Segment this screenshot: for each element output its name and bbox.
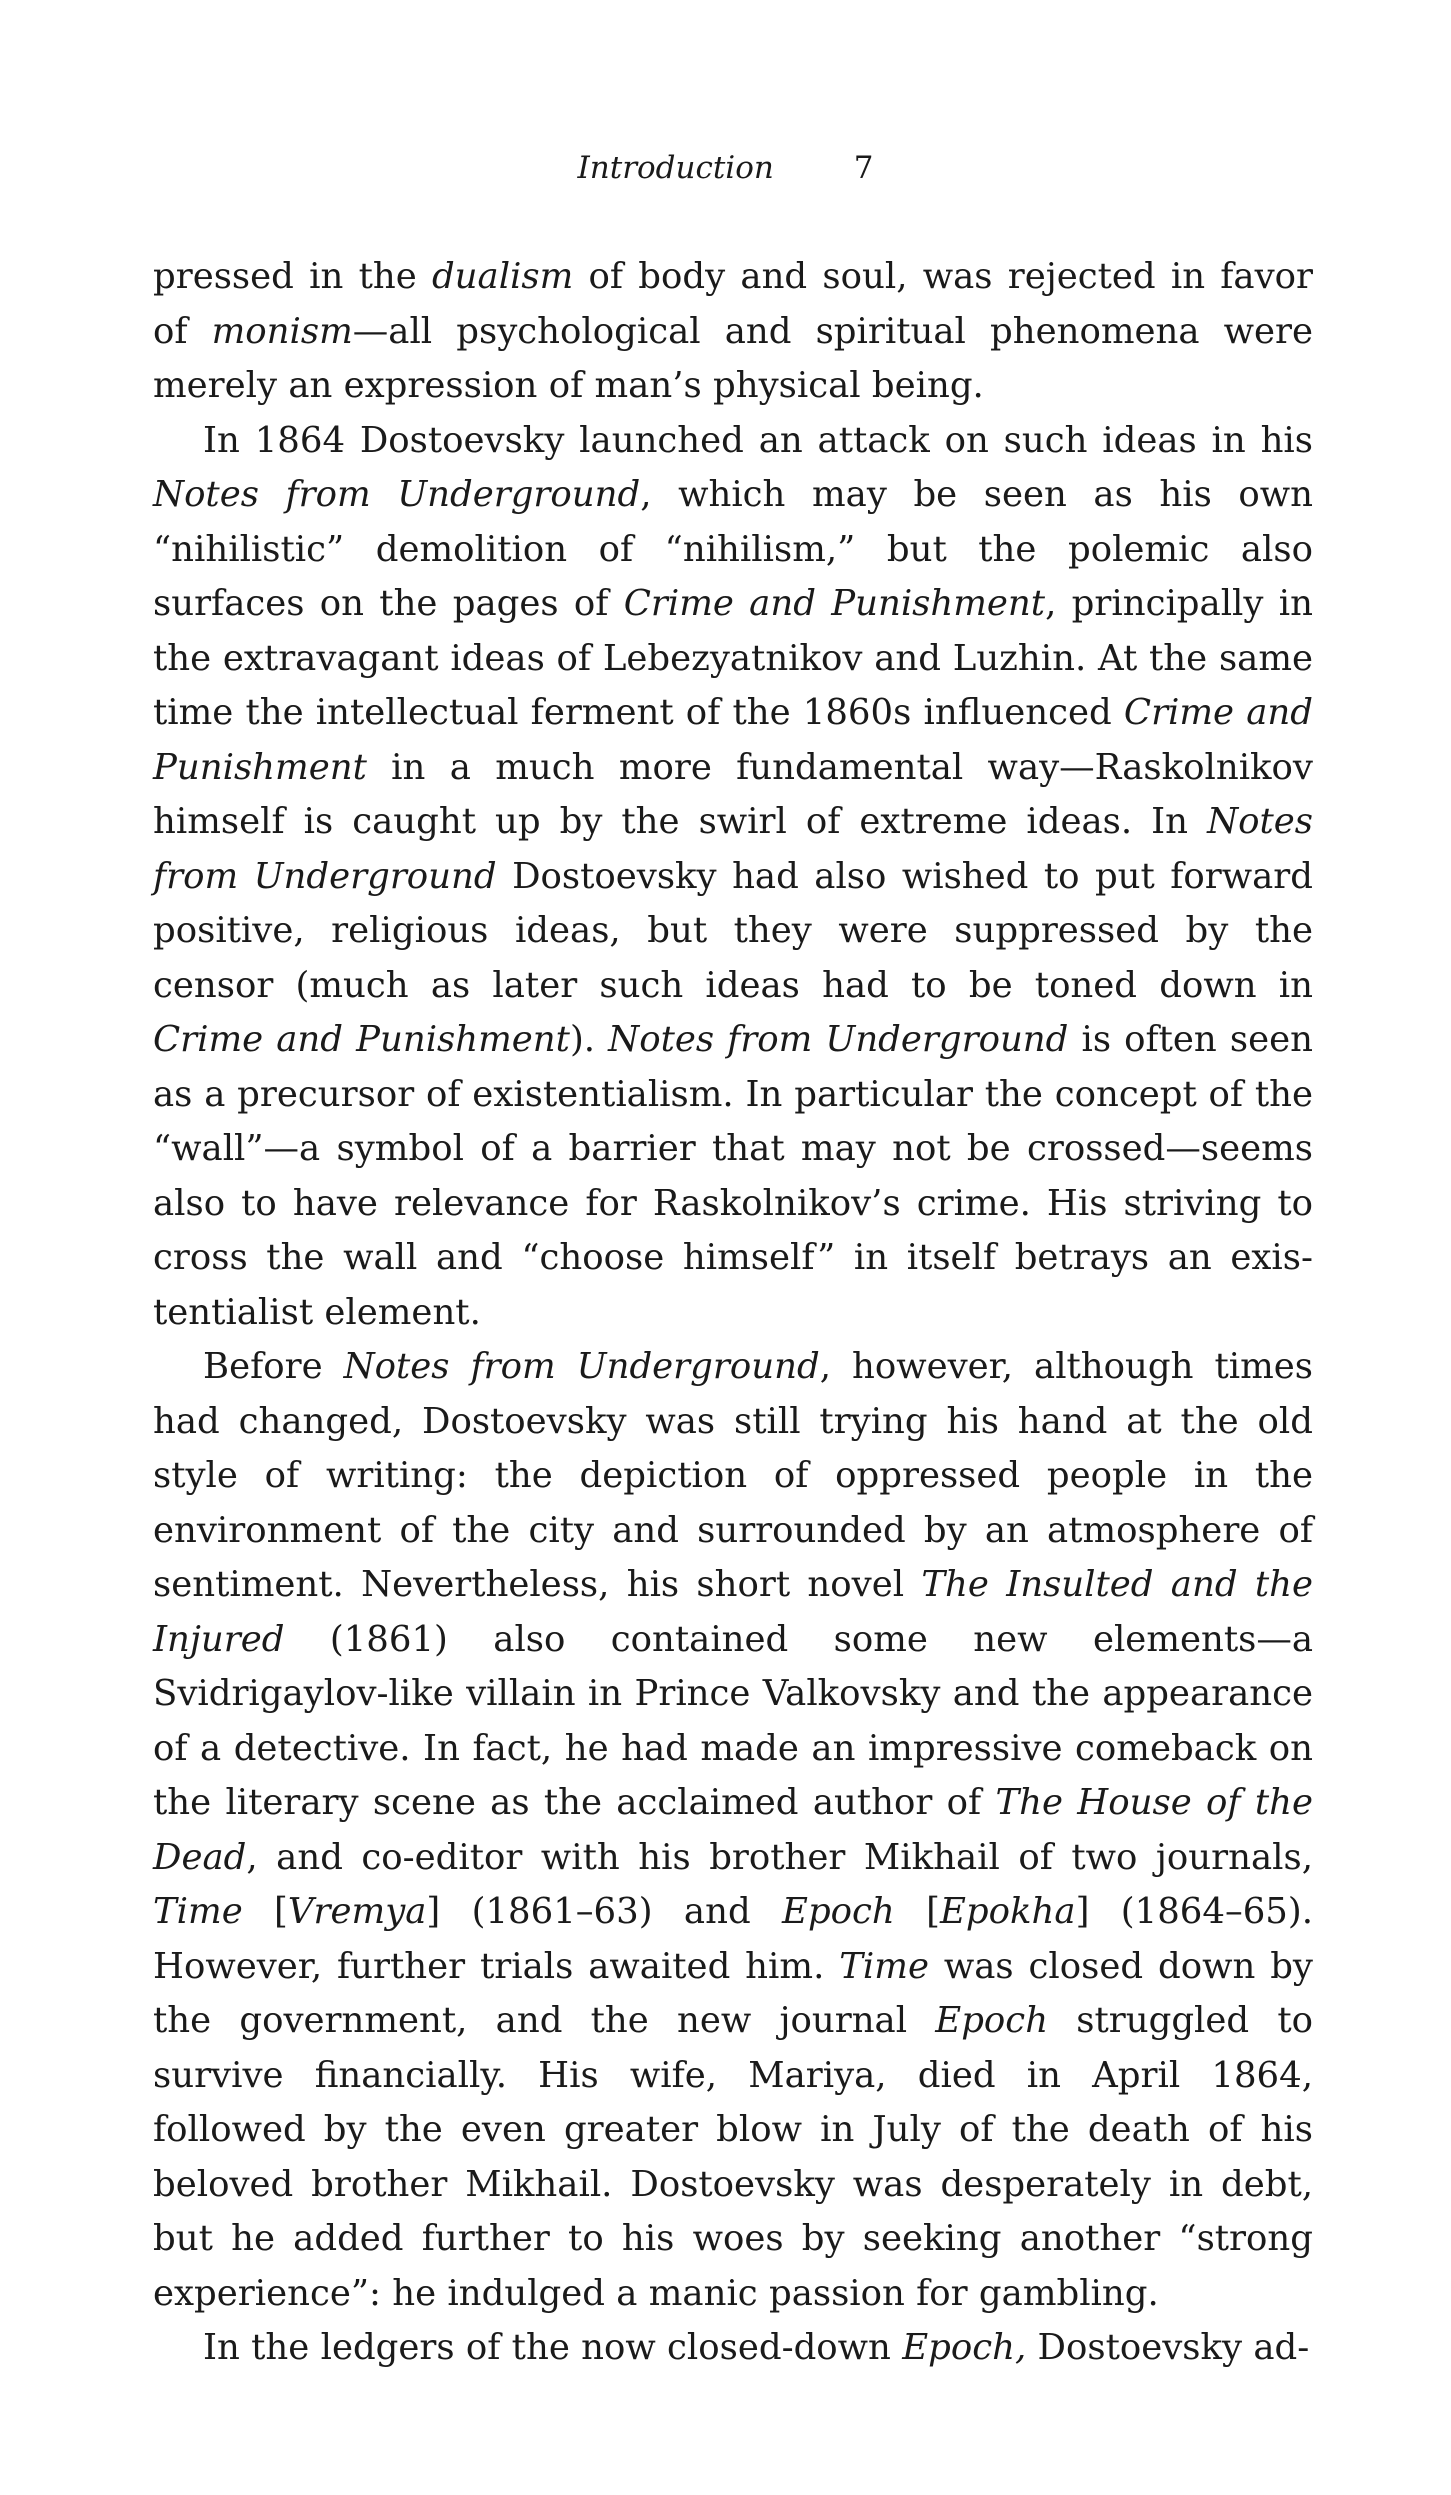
page-number: 7 bbox=[853, 150, 874, 186]
italic-text: Notes from Underground bbox=[608, 1019, 1069, 1060]
italic-text: Epoch, bbox=[902, 2327, 1027, 2368]
italic-text: Crime and Punishment bbox=[153, 1019, 570, 1060]
italic-text: Epokha bbox=[940, 1891, 1076, 1932]
italic-text: The Insulted and the Injured bbox=[153, 1564, 1313, 1660]
text-run: Dostoevsky ad- bbox=[1026, 2327, 1310, 2368]
text-run: of body and soul, was rejected in favor of bbox=[153, 256, 1313, 352]
paragraph bbox=[153, 2321, 1313, 2376]
italic-text: Crime and Punishment bbox=[153, 692, 1313, 788]
text-run: , which may be seen as his own “nihilistic” demolition of “nihilism,” but the polemic also surfaces on the pages of bbox=[153, 474, 1313, 624]
italic-text: Notes from Underground bbox=[343, 1346, 820, 1387]
text-run: (1861) also contained some new elements—a Svidrigaylov-like villain in Prince Valkovsky and the appearance of a detective. In fact, he had made an impressive comeback on the literary scene as the acclaimed author of bbox=[153, 1618, 1313, 1823]
paragraph bbox=[153, 250, 1313, 414]
text-run: ] (1861–63) and bbox=[426, 1891, 783, 1932]
text-run: [ bbox=[894, 1891, 940, 1932]
text-run: struggled to survive financially. His wife, Mariya, died in April 1864, followed by the even greater blow in July of the death of his beloved brother Mikhail. Dostoevsky was desperately in debt, but he added further to his woes by seeking another “strong experience”: he indulged a manic passion for gambling. bbox=[153, 2000, 1313, 2314]
italic-text: Epoch bbox=[935, 2000, 1049, 2041]
running-head bbox=[0, 148, 1451, 188]
italic-text: Vremya bbox=[287, 1891, 427, 1932]
text-run: is often seen as a precursor of existentialism. In particular the concept of the “wall”—a symbol of a barrier that may not be crossed—seems also to have relevance for Raskolnikov’s crime. His striving to cross the wall and “choose himself” in itself betrays an existentialist element. bbox=[153, 1019, 1313, 1333]
italic-text: Crime and Punishment bbox=[623, 583, 1046, 624]
italic-text: Time bbox=[839, 1945, 929, 1987]
text-run: ). bbox=[569, 1019, 609, 1060]
italic-text: Notes from Underground bbox=[153, 801, 1313, 897]
text-run: pressed in the bbox=[153, 256, 432, 297]
italic-text: The House of the Dead bbox=[153, 1782, 1313, 1878]
paragraph bbox=[153, 414, 1313, 1341]
italic-text: dualism bbox=[431, 256, 574, 297]
text-run: , and co-editor with his brother Mikhail of two journals, bbox=[246, 1836, 1313, 1878]
italic-text: monism bbox=[211, 310, 353, 352]
italic-text: Time bbox=[153, 1891, 243, 1932]
text-run: In the ledgers of the now closed-down bbox=[203, 2327, 903, 2368]
body-text bbox=[153, 250, 1313, 2376]
text-run: Dostoevsky had also wished to put forward positive, religious ideas, but they were suppressed by the censor (much as later such ideas had to be toned down in bbox=[153, 855, 1313, 1006]
paragraph bbox=[153, 1340, 1313, 2321]
text-run: was closed down by the government, and the new journal bbox=[153, 1945, 1313, 2041]
text-run: , however, although times had changed, Dostoevsky was still trying his hand at the old style of writing: the depiction of oppressed people in the environment of the city and surrounded by an atmosphere of sentiment. Nevertheless, his short novel bbox=[153, 1346, 1314, 1605]
italic-text: Epoch bbox=[782, 1891, 895, 1932]
running-head-title: Introduction bbox=[577, 150, 774, 186]
text-run: , principally in the extravagant ideas of Lebezyatnikov and Luzhin. At the same time the intellectual ferment of the 1860s influenced bbox=[153, 583, 1313, 733]
text-run: ] (1864–65). However, further trials awaited him. bbox=[153, 1891, 1314, 1987]
text-run: In 1864 Dostoevsky launched an attack on such ideas in his bbox=[203, 419, 1313, 461]
italic-text: Notes from Underground bbox=[153, 474, 641, 515]
text-run: [ bbox=[242, 1891, 288, 1932]
text-run: —all psychological and spiritual phenomena were merely an expression of man’s physical being. bbox=[153, 310, 1314, 406]
text-run: Before bbox=[203, 1346, 344, 1387]
text-run: in a much more fundamental way—Raskolnikov himself is caught up by the swirl of extreme ideas. In bbox=[153, 746, 1313, 842]
